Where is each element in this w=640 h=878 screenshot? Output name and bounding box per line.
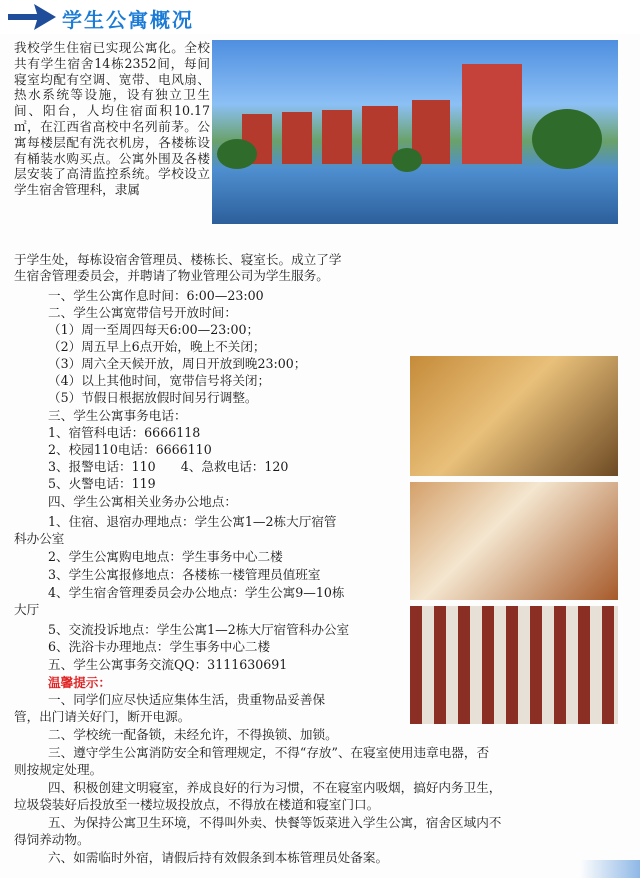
text-line: 1、宿管科电话：6666118: [48, 425, 201, 440]
text-line: （3）周六全天候开放，周日开放到晚23:00；: [48, 356, 307, 371]
tip-line: 得饲养动物。: [14, 832, 90, 847]
tip-line: 三、遵守学生公寓消防安全和管理规定，不得“存放”、在寝室使用违章电器，否: [48, 745, 490, 760]
tip-line: 二、学校统一配备锁，未经允许，不得换锁、加锁。: [48, 727, 338, 742]
campus-photo: [212, 40, 618, 224]
text-line: 5、火警电话：119: [48, 476, 156, 491]
text-line: （4）以上其他时间，宽带信号将关闭；: [48, 373, 271, 388]
text-line: 4、学生宿舍管理委员会办公地点：学生公寓9—10栋: [48, 585, 345, 600]
text-line: 2、学生公寓购电地点：学生事务中心二楼: [48, 549, 283, 564]
text-line: 2、校园110电话：6666110: [48, 442, 212, 457]
text-line: 四、学生公寓相关业务办公地点：: [48, 494, 237, 509]
text-line: （1）周一至周四每天6:00—23:00；: [48, 322, 260, 337]
dorm-building-photo: [410, 606, 618, 724]
dorm-room-photo-1: [410, 356, 618, 476]
text-line: （5）节假日根据放假时间另行调整。: [48, 390, 258, 405]
text-line: （2）周五早上6点开始，晚上不关闭；: [48, 339, 266, 354]
text-line: 大厅: [14, 602, 40, 617]
text-line: 五、学生公寓事务交流QQ：3111630691: [48, 657, 288, 672]
dorm-room-photo-2: [410, 482, 618, 600]
tip-line: 六、如需临时外宿，请假后持有效假条到本栋管理员处备案。: [48, 850, 389, 865]
corner-decoration: [580, 860, 640, 878]
tip-line: 管，出门请关好门，断开电源。: [14, 709, 191, 724]
warning-title: 温馨提示：: [48, 675, 111, 690]
arrow-icon: [8, 4, 56, 30]
tip-line: 五、为保持公寓卫生环境，不得叫外卖、快餐等饭菜进入学生公寓，宿舍区域内不: [48, 815, 502, 830]
text-line: 三、学生公寓事务电话：: [48, 408, 187, 423]
text-line: 5、交流投诉地点：学生公寓1—2栋大厅宿管科办公室: [48, 622, 350, 637]
text-line: 生宿舍管理委员会，并聘请了物业管理公司为学生服务。: [14, 268, 329, 283]
text-line: 于学生处，每栋设宿舍管理员、楼栋长、寝室长。成立了学: [14, 252, 342, 267]
text-line: 3、学生公寓报修地点：各楼栋一楼管理员值班室: [48, 567, 321, 582]
tip-line: 垃圾袋装好后投放至一楼垃圾投放点，不得放在楼道和寝室门口。: [14, 797, 380, 812]
page-title: 学生公寓概况: [62, 8, 194, 32]
text-line: 二、学生公寓宽带信号开放时间：: [48, 305, 237, 320]
text-line: 一、学生公寓作息时间：6:00—23:00: [48, 288, 264, 303]
text-line: 科办公室: [14, 531, 65, 546]
tip-line: 则按规定处理。: [14, 762, 103, 777]
text-line: 1、住宿、退宿办理地点：学生公寓1—2栋大厅宿管: [48, 514, 337, 529]
intro-paragraph: 我校学生住宿已实现公寓化。全校共有学生宿舍14栋2352间，每间寝室均配有空调、宽带、电风扇、热水系统等设施，设有独立卫生间、阳台，人均住宿面积10.17㎡，在江西省高校中名列前茅。公寓每楼层配有洗衣机房，各楼栋设有桶装水购买点。公寓外围及各楼层安装了高清监控系统。学校设立学生宿舍管理科，隶属: [14, 40, 210, 198]
text-line: 6、洗浴卡办理地点：学生事务中心二楼: [48, 639, 271, 654]
tip-line: 一、同学们应尽快适应集体生活，贵重物品妥善保: [48, 692, 326, 707]
text-line: 3、报警电话：110 4、急救电话：120: [48, 459, 289, 474]
tip-line: 四、积极创建文明寝室，养成良好的行为习惯，不在寝室内吸烟，搞好内务卫生，: [48, 780, 502, 795]
